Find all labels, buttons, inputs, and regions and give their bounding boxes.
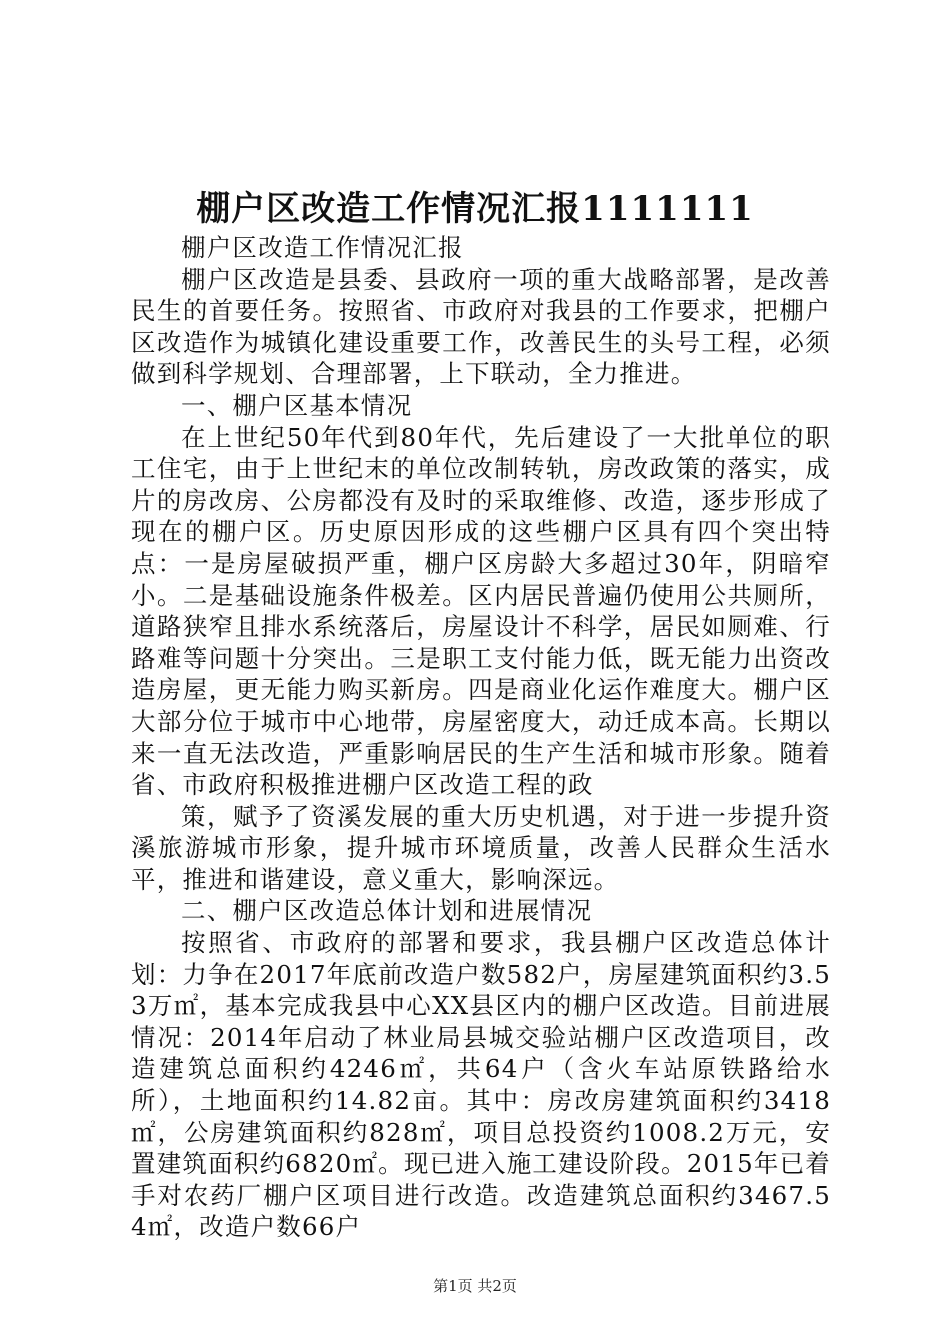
document-body [131, 232, 831, 1243]
document-title: 棚户区改造工作情况汇报1111111 [196, 189, 754, 229]
paragraph-plan-progress: 按照省、市政府的部署和要求，我县棚户区改造总体计划：力争在2017年底前改造户数582户，房屋建筑面积约3.53万㎡，基本完成我县中心XX县区内的棚户区改造。目前进展情况：2014年启动了林业局县城交验站棚户区改造项目，改造建筑总面积约4246㎡，共64户（含火车站原铁路给水所），土地面积约14.82亩。其中：房改房建筑面积约3418㎡，公房建筑面积约828㎡，项目总投资约1008.2万元，安置建筑面积约6820㎡。现已进入施工建设阶段。2015年已着手对农药厂棚户区项目进行改造。改造建筑总面积约3467.54㎡，改造户数66户 [131, 928, 831, 1242]
section-heading-plan-progress: 二、棚户区改造总体计划和进展情况 [181, 896, 593, 926]
section-heading-basic-situation: 一、棚户区基本情况 [181, 390, 413, 420]
paragraph-subtitle: 棚户区改造工作情况汇报 [181, 233, 464, 262]
paragraph-policy-opportunity: 策，赋予了资溪发展的重大历史机遇，对于进一步提升资溪旅游城市形象，提升城市环境质量，改善人民群众生活水平，推进和谐建设，意义重大，影响深远。 [131, 801, 831, 894]
page-footer: 第1页 共2页 [433, 1277, 517, 1295]
paragraph-basic-situation: 在上世纪50年代到80年代，先后建设了一大批单位的职工住宅，由于上世纪末的单位改制转轨，房改政策的落实，成片的房改房、公房都没有及时的采取维修、改造，逐步形成了现在的棚户区。历史原因形成的这些棚户区具有四个突出特点：一是房屋破损严重，棚户区房龄大多超过30年，阴暗窄小。二是基础设施条件极差。区内居民普遍仍使用公共厕所，道路狭窄且排水系统落后，房屋设计不科学，居民如厕难、行路难等问题十分突出。三是职工支付能力低，既无能力出资改造房屋，更无能力购买新房。四是商业化运作难度大。棚户区大部分位于城市中心地带，房屋密度大，动迁成本高。长期以来一直无法改造，严重影响居民的生产生活和城市形象。随着省、市政府积极推进棚户区改造工程的政 [131, 422, 831, 800]
paragraph-intro: 棚户区改造是县委、县政府一项的重大战略部署，是改善民生的首要任务。按照省、市政府对我县的工作要求，把棚户区改造作为城镇化建设重要工作，改善民生的头号工程，必须做到科学规划、合理部署，上下联动，全力推进。 [131, 264, 831, 389]
